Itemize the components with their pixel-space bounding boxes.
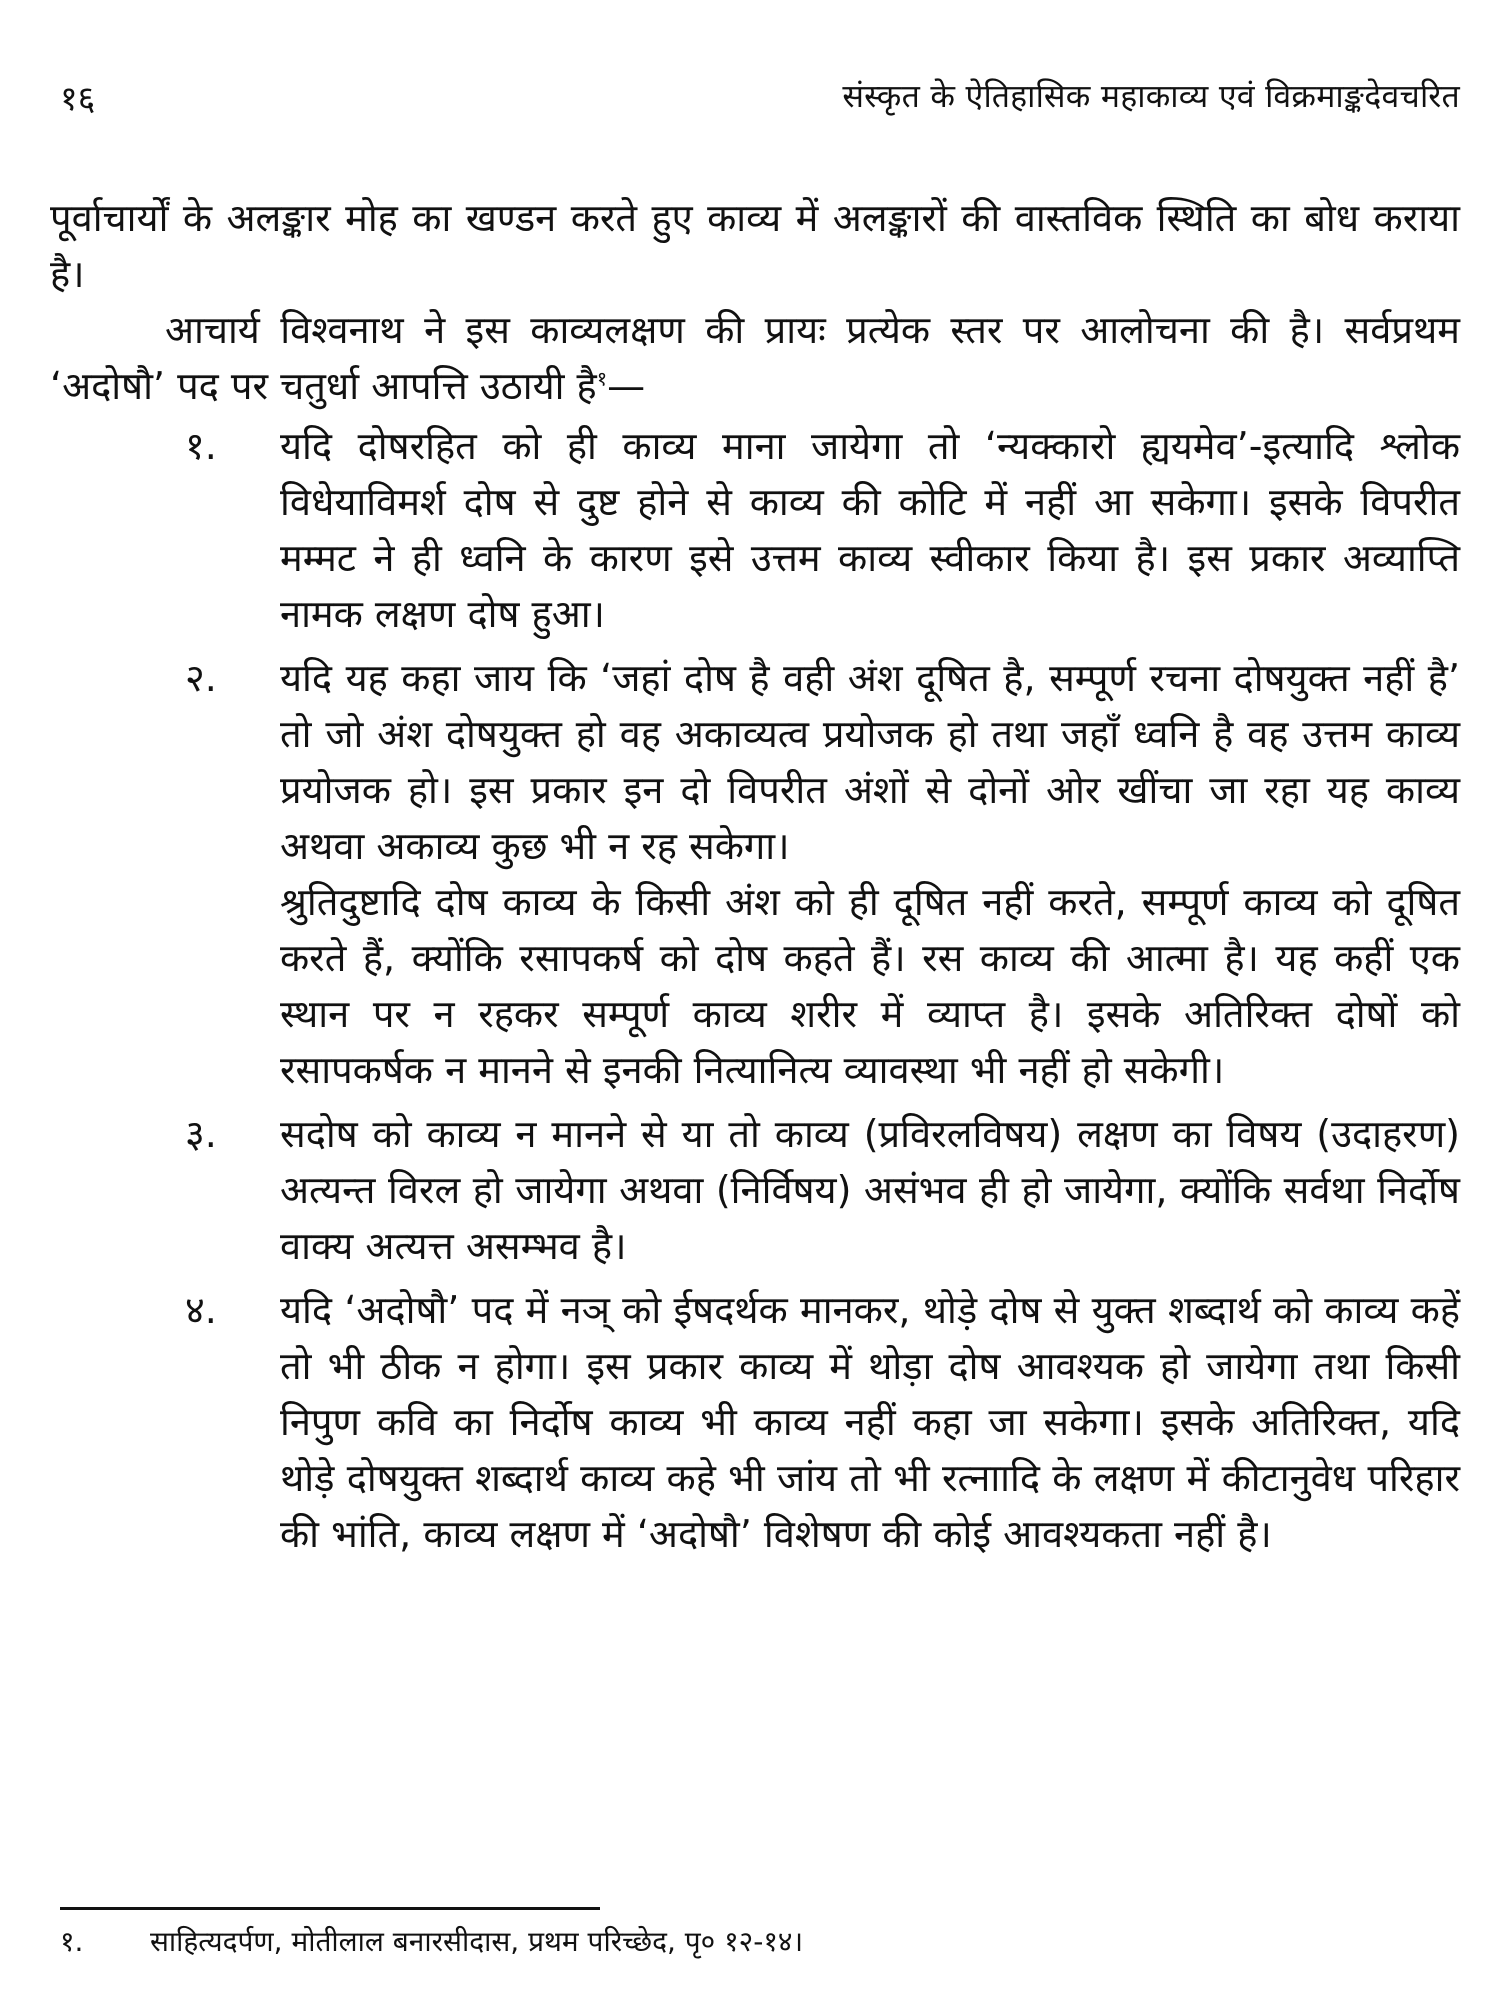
list-item xyxy=(50,650,1460,1098)
footnote xyxy=(60,1922,803,1960)
list-item-number: ३. xyxy=(185,1112,217,1156)
objection-list xyxy=(50,418,1460,1562)
list-item-body xyxy=(280,650,1460,1098)
list-item-number: २. xyxy=(185,656,217,700)
paragraph-2 xyxy=(50,302,1460,414)
running-title: संस्कृत के ऐतिहासिक महाकाव्य एवं विक्रमाङ्कदेवचरित xyxy=(842,77,1460,115)
list-item-body xyxy=(280,1282,1460,1562)
list-item xyxy=(50,1106,1460,1274)
paragraph-2-dash: — xyxy=(607,364,646,408)
footnote-number: १. xyxy=(60,1925,84,1958)
page-header xyxy=(50,70,1460,130)
list-item xyxy=(50,418,1460,642)
footnote-reference: १ xyxy=(596,366,608,391)
paragraph-2-text: आचार्य विश्वनाथ ने इस काव्यलक्षण की प्रायः प्रत्येक स्तर पर आलोचना की है। सर्वप्रथम ‘अदोषौ’ पद पर चतुर्धा आपत्ति उठायी है xyxy=(50,308,1460,408)
list-item xyxy=(50,1282,1460,1562)
list-item-text: यदि यह कहा जाय कि ‘जहां दोष है वही अंश दूषित है, सम्पूर्ण रचना दोषयुक्त नहीं है’ तो जो अंश दोषयुक्त हो वह अकाव्यत्व प्रयोजक हो तथा जहाँ ध्वनि है वह उत्तम काव्य प्रयोजक हो। इस प्रकार इन दो विपरीत अंशों से दोनों ओर खींचा जा रहा यह काव्य अथवा अकाव्य कुछ भी न रह सकेगा। xyxy=(280,656,1460,868)
list-item-number: ४. xyxy=(185,1288,217,1332)
paragraph-1: पूर्वाचार्यों के अलङ्कार मोह का खण्डन करते हुए काव्य में अलङ्कारों की वास्तविक स्थिति का बोध कराया है। xyxy=(50,196,1460,296)
list-item-text: सदोष को काव्य न मानने से या तो काव्य (प्रविरलविषय) लक्षण का विषय (उदाहरण) अत्यन्त विरल हो जायेगा अथवा (निर्विषय) असंभव ही हो जायेगा, क्योंकि सर्वथा निर्दोष वाक्य अत्यत्त असम्भव है। xyxy=(280,1112,1460,1268)
list-item-body xyxy=(280,418,1460,642)
list-item-body xyxy=(280,1106,1460,1274)
list-item-text-continued: श्रुतिदुष्टादि दोष काव्य के किसी अंश को ही दूषित नहीं करते, सम्पूर्ण काव्य को दूषित करते हैं, क्योंकि रसापकर्ष को दोष कहते हैं। रस काव्य की आत्मा है। यह कहीं एक स्थान पर न रहकर सम्पूर्ण काव्य शरीर में व्याप्त है। इसके अतिरिक्त दोषों को रसापकर्षक न मानने से इनकी नित्यानित्य व्यावस्था भी नहीं हो सकेगी। xyxy=(280,880,1460,1092)
list-item-text: यदि ‘अदोषौ’ पद में नञ् को ईषदर्थक मानकर, थोड़े दोष से युक्त शब्दार्थ को काव्य कहें तो भी ठीक न होगा। इस प्रकार काव्य में थोड़ा दोष आवश्यक हो जायेगा तथा किसी निपुण कवि का निर्दोष काव्य भी काव्य नहीं कहा जा सकेगा। इसके अतिरिक्त, यदि थोड़े दोषयुक्त शब्दार्थ काव्य कहे भी जांय तो भी रत्नाादि के लक्षण में कीटानुवेध परिहार की भांति, काव्य लक्षण में ‘अदोषौ’ विशेषण की कोई आवश्यकता नहीं है। xyxy=(280,1288,1460,1556)
body-text xyxy=(50,190,1460,1562)
footnote-text: साहित्यदर्पण, मोतीलाल बनारसीदास, प्रथम परिच्छेद, पृ० १२-१४। xyxy=(150,1925,804,1958)
document-page xyxy=(50,70,1460,1970)
list-item-number: १. xyxy=(185,424,217,468)
footnote-divider xyxy=(60,1907,600,1910)
page-number: १६ xyxy=(60,79,96,119)
list-item-text: यदि दोषरहित को ही काव्य माना जायेगा तो ‘न्यक्कारो ह्ययमेव’-इत्यादि श्लोक विधेयाविमर्श दोष से दुष्ट होने से काव्य की कोटि में नहीं आ सकेगा। इसके विपरीत मम्मट ने ही ध्वनि के कारण इसे उत्तम काव्य स्वीकार किया है। इस प्रकार अव्याप्ति नामक लक्षण दोष हुआ। xyxy=(280,424,1460,636)
